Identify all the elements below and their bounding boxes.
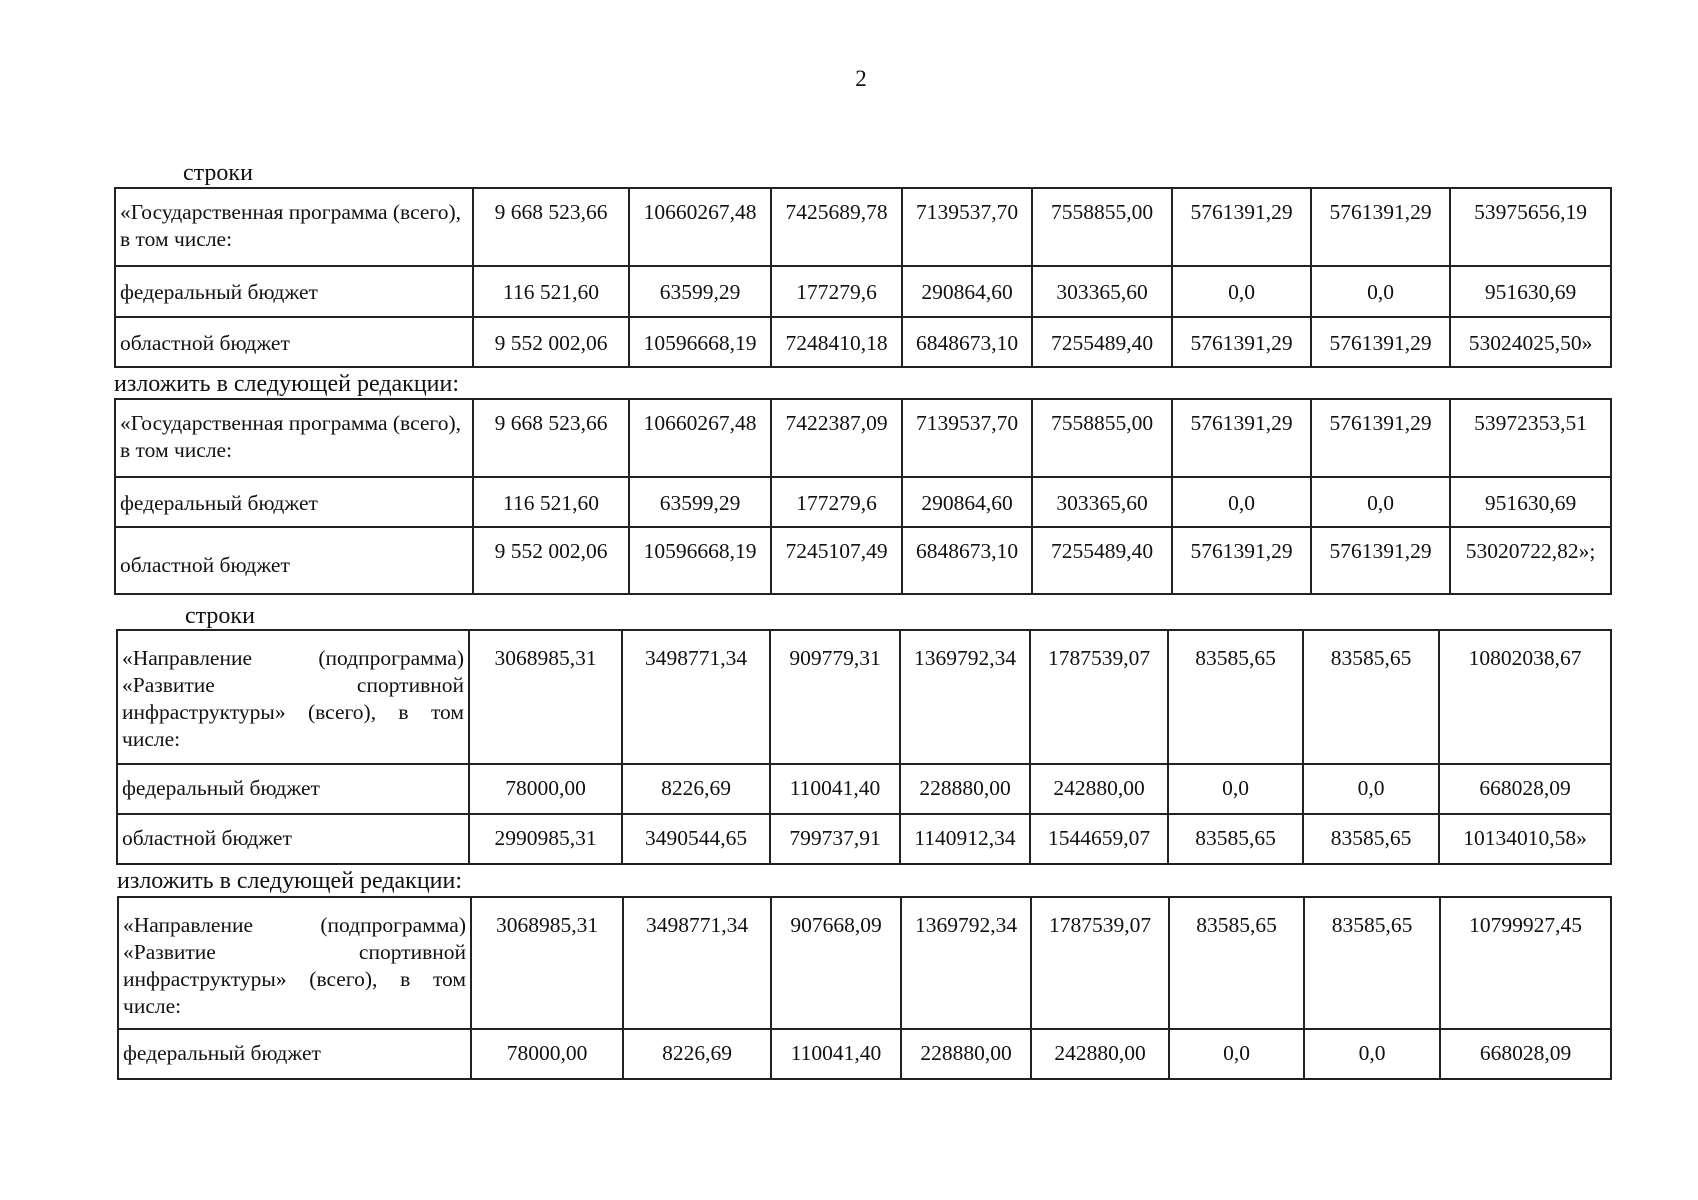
table-row xyxy=(115,527,1611,594)
table-cell: 110041,40 xyxy=(770,764,900,814)
table-cell: 951630,69 xyxy=(1450,266,1611,317)
table-cell: 83585,65 xyxy=(1168,630,1303,764)
section-heading: строки xyxy=(185,603,255,629)
row-label: федеральный бюджет xyxy=(118,1029,471,1079)
table-row xyxy=(117,630,1611,764)
table-cell: 228880,00 xyxy=(900,764,1030,814)
table-cell: 0,0 xyxy=(1304,1029,1440,1079)
table-cell: 83585,65 xyxy=(1303,630,1439,764)
table-cell: 0,0 xyxy=(1169,1029,1304,1079)
table-cell: 53020722,82»; xyxy=(1450,527,1611,594)
table-cell: 83585,65 xyxy=(1303,814,1439,864)
table-cell: 7425689,78 xyxy=(771,188,902,266)
table-cell: 10660267,48 xyxy=(629,399,771,477)
section-heading: строки xyxy=(183,160,253,186)
table-cell: 10134010,58» xyxy=(1439,814,1611,864)
table-row xyxy=(117,814,1611,864)
table-cell: 1140912,34 xyxy=(900,814,1030,864)
table-cell: 668028,09 xyxy=(1439,764,1611,814)
section-heading: изложить в следующей редакции: xyxy=(117,868,463,894)
table-cell: 5761391,29 xyxy=(1172,399,1311,477)
table-cell: 10596668,19 xyxy=(629,527,771,594)
table-cell: 290864,60 xyxy=(902,266,1032,317)
table-cell: 799737,91 xyxy=(770,814,900,864)
table-cell: 63599,29 xyxy=(629,266,771,317)
table-cell: 9 552 002,06 xyxy=(473,527,629,594)
table-cell: 8226,69 xyxy=(622,764,770,814)
budget-table xyxy=(114,187,1612,368)
table-cell: 53975656,19 xyxy=(1450,188,1611,266)
row-label: федеральный бюджет xyxy=(115,266,473,317)
row-label: «Государственная программа (всего), в том числе: xyxy=(115,399,473,477)
table-row xyxy=(115,317,1611,367)
table-row xyxy=(115,399,1611,477)
table-cell: 9 668 523,66 xyxy=(473,188,629,266)
table-cell: 1787539,07 xyxy=(1031,897,1169,1029)
table-cell: 9 668 523,66 xyxy=(473,399,629,477)
table-cell: 53972353,51 xyxy=(1450,399,1611,477)
table-cell: 10660267,48 xyxy=(629,188,771,266)
table-cell: 1544659,07 xyxy=(1030,814,1168,864)
table-row xyxy=(115,188,1611,266)
table-cell: 5761391,29 xyxy=(1172,317,1311,367)
table-cell: 3068985,31 xyxy=(471,897,623,1029)
table-cell: 5761391,29 xyxy=(1172,188,1311,266)
table-row xyxy=(118,897,1611,1029)
section-heading: изложить в следующей редакции: xyxy=(114,371,460,397)
table-row xyxy=(118,1029,1611,1079)
table-cell: 9 552 002,06 xyxy=(473,317,629,367)
table-cell: 83585,65 xyxy=(1169,897,1304,1029)
table-cell: 8226,69 xyxy=(623,1029,771,1079)
table-cell: 6848673,10 xyxy=(902,527,1032,594)
table-cell: 7248410,18 xyxy=(771,317,902,367)
table-cell: 0,0 xyxy=(1311,477,1450,527)
table-cell: 78000,00 xyxy=(471,1029,623,1079)
table-cell: 303365,60 xyxy=(1032,266,1172,317)
row-label: федеральный бюджет xyxy=(115,477,473,527)
table-cell: 7139537,70 xyxy=(902,188,1032,266)
table-cell: 907668,09 xyxy=(771,897,901,1029)
table-cell: 3490544,65 xyxy=(622,814,770,864)
row-label: областной бюджет xyxy=(117,814,469,864)
row-label: «Государственная программа (всего), в том числе: xyxy=(115,188,473,266)
table-cell: 242880,00 xyxy=(1030,764,1168,814)
table-cell: 5761391,29 xyxy=(1172,527,1311,594)
table-cell: 5761391,29 xyxy=(1311,188,1450,266)
table-cell: 0,0 xyxy=(1303,764,1439,814)
table-cell: 1369792,34 xyxy=(901,897,1031,1029)
table-cell: 1369792,34 xyxy=(900,630,1030,764)
table-cell: 3068985,31 xyxy=(469,630,622,764)
table-row xyxy=(115,266,1611,317)
row-label: областной бюджет xyxy=(115,317,473,367)
table-cell: 116 521,60 xyxy=(473,477,629,527)
table-cell: 7558855,00 xyxy=(1032,399,1172,477)
budget-table xyxy=(116,629,1612,865)
row-label: «Направление (подпрограмма) «Развитие спортивной инфраструктуры» (всего), в том числе: xyxy=(117,630,469,764)
table-cell: 5761391,29 xyxy=(1311,527,1450,594)
table-cell: 7422387,09 xyxy=(771,399,902,477)
table-cell: 177279,6 xyxy=(771,266,902,317)
budget-table xyxy=(117,896,1612,1080)
table-cell: 909779,31 xyxy=(770,630,900,764)
table-cell: 10799927,45 xyxy=(1440,897,1611,1029)
table-cell: 668028,09 xyxy=(1440,1029,1611,1079)
table-cell: 10596668,19 xyxy=(629,317,771,367)
table-row xyxy=(115,477,1611,527)
table-cell: 1787539,07 xyxy=(1030,630,1168,764)
table-cell: 177279,6 xyxy=(771,477,902,527)
table-cell: 7255489,40 xyxy=(1032,317,1172,367)
table-cell: 290864,60 xyxy=(902,477,1032,527)
table-cell: 0,0 xyxy=(1172,266,1311,317)
table-cell: 2990985,31 xyxy=(469,814,622,864)
table-cell: 303365,60 xyxy=(1032,477,1172,527)
table-cell: 10802038,67 xyxy=(1439,630,1611,764)
table-cell: 7245107,49 xyxy=(771,527,902,594)
table-cell: 78000,00 xyxy=(469,764,622,814)
table-cell: 7558855,00 xyxy=(1032,188,1172,266)
table-cell: 228880,00 xyxy=(901,1029,1031,1079)
table-cell: 0,0 xyxy=(1311,266,1450,317)
table-cell: 0,0 xyxy=(1172,477,1311,527)
table-cell: 6848673,10 xyxy=(902,317,1032,367)
table-cell: 242880,00 xyxy=(1031,1029,1169,1079)
table-cell: 53024025,50» xyxy=(1450,317,1611,367)
table-row xyxy=(117,764,1611,814)
table-cell: 3498771,34 xyxy=(623,897,771,1029)
table-cell: 116 521,60 xyxy=(473,266,629,317)
page-number: 2 xyxy=(855,66,867,91)
table-cell: 5761391,29 xyxy=(1311,317,1450,367)
table-cell: 83585,65 xyxy=(1304,897,1440,1029)
row-label: «Направление (подпрограмма) «Развитие спортивной инфраструктуры» (всего), в том числе: xyxy=(118,897,471,1029)
table-cell: 7139537,70 xyxy=(902,399,1032,477)
table-cell: 3498771,34 xyxy=(622,630,770,764)
table-cell: 83585,65 xyxy=(1168,814,1303,864)
table-cell: 63599,29 xyxy=(629,477,771,527)
budget-table xyxy=(114,398,1612,595)
table-cell: 110041,40 xyxy=(771,1029,901,1079)
table-cell: 7255489,40 xyxy=(1032,527,1172,594)
table-cell: 951630,69 xyxy=(1450,477,1611,527)
row-label: федеральный бюджет xyxy=(117,764,469,814)
row-label: областной бюджет xyxy=(115,527,473,594)
table-cell: 5761391,29 xyxy=(1311,399,1450,477)
table-cell: 0,0 xyxy=(1168,764,1303,814)
